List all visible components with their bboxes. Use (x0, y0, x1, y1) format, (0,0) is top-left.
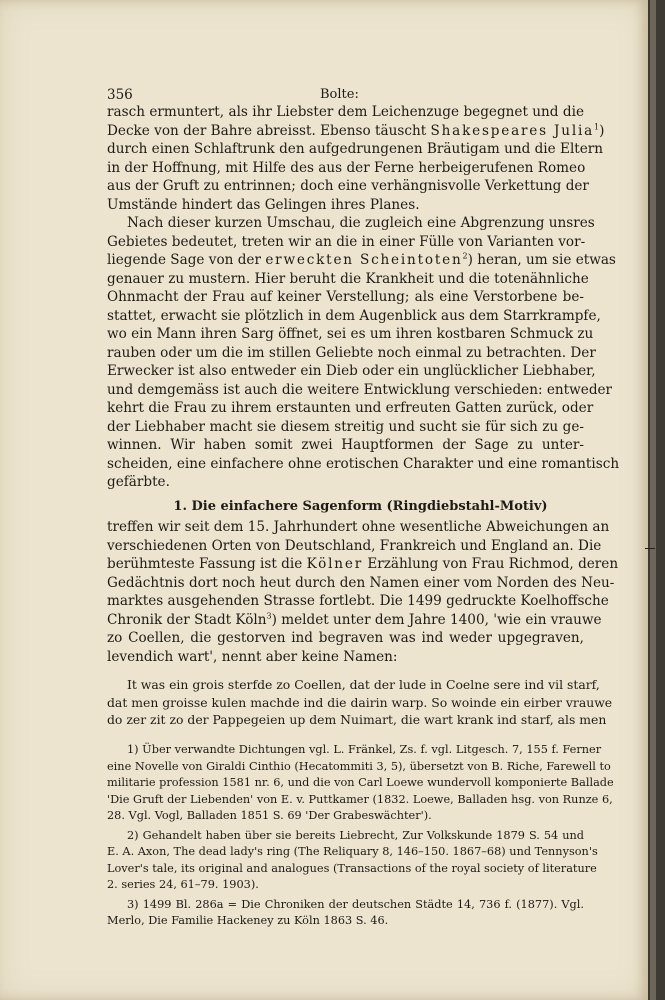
page-edge-strip (650, 0, 656, 1000)
chronicle-quote (107, 676, 613, 729)
footnote-line: 'Die Gruft der Liebenden' von E. v. Puttkamer (1832. Loewe, Balladen hsg. von Runze 6, (107, 792, 613, 806)
text-line: berühmteste Fassung ist die Kölner Erzählung von Frau Richmod, deren (107, 556, 619, 572)
quote-line: do zer zit zo der Pappegeien up dem Nuimart, die wart krank ind starf, als men (107, 712, 607, 727)
text-line: treffen wir seit dem 15. Jahrhundert ohne wesentliche Abweichungen an (107, 519, 610, 535)
footnote-line: 3) 1499 Bl. 286a = Die Chroniken der deutschen Städte 14, 736 f. (1877). Vgl. (127, 897, 584, 911)
footnote-line: 1) Über verwandte Dichtungen vgl. L. Fränkel, Zs. f. vgl. Litgesch. 7, 155 f. Ferner (127, 743, 602, 756)
section-heading: 1. Die einfachere Sagenform (Ringdiebstahl-Motiv) (173, 498, 548, 514)
footnote-line: eine Novelle von Giraldi Cinthio (Hecatommiti 3, 5), übersetzt von B. Riche, Farewell to (107, 759, 611, 773)
text-line: Umstände hindert das Gelingen ihres Planes. (107, 196, 420, 213)
footnote-line: 2) Gehandelt haben über sie bereits Liebrecht, Zur Volkskunde 1879 S. 54 und (127, 828, 584, 842)
spaced-text: erweckten Scheintoten (265, 252, 463, 268)
text-line: verschiedenen Orten von Deutschland, Frankreich und England an. Die (107, 537, 602, 554)
spaced-text: Shakespeares Julia (430, 122, 595, 139)
text-line: liegende Sage von der erweckten Scheintoten$^2$) heran, um sie etwas (107, 251, 616, 268)
text-line: zo Coellen, die gestorven ind begraven was ind weder upgegraven, (107, 630, 584, 646)
page-number: 356 (107, 87, 133, 103)
footnote-line: 28. Vgl. Vogl, Balladen 1851 S. 69 'Der Grabeswächter'). (107, 809, 432, 822)
text-line: Nach dieser kurzen Umschau, die zugleich eine Abgrenzung unsres (127, 215, 595, 231)
text-line: in der Hoffnung, mit Hilfe des aus der Ferne herbeigerufenen Romeo (107, 159, 586, 176)
quote-line: dat men groisse kulen machde ind die dairin warp. So woinde ein eirber vrauwe (107, 694, 613, 710)
text-line: kehrt die Frau zu ihrem erstaunten und erfreuten Gatten zurück, oder (107, 400, 594, 416)
text-line: genauer zu mustern. Hier beruht die Krankheit und die totenähnliche (107, 270, 589, 287)
text-line: durch einen Schlaftrunk den aufgedrungenen Bräutigam und die Eltern (107, 141, 604, 157)
text-line: Decke von der Bahre abreisst. Ebenso täuscht Shakespeares Julia$^1$) (107, 121, 605, 139)
text-line: Chronik der Stadt Köln$^3$) meldet unter dem Jahre 1400, 'wie ein vrauwe (107, 610, 602, 628)
text-line: Ohnmacht der Frau auf keiner Verstellung; als eine Verstorbene be- (107, 289, 584, 305)
main-text (107, 103, 620, 666)
text-line: wo ein Mann ihren Sarg öffnet, sei es um ihren kostbaren Schmuck zu (107, 326, 594, 342)
text-line: Gebietes bedeutet, treten wir an die in einer Fülle von Varianten vor- (107, 233, 586, 250)
text-line: marktes ausgehenden Strasse fortlebt. Die 1499 gedruckte Koelhoffsche (107, 593, 609, 609)
text-line: rasch ermuntert, als ihr Liebster dem Leichenzuge begegnet und die (107, 104, 584, 120)
text-line: der Liebhaber macht sie diesem streitig und sucht sie für sich zu ge- (107, 418, 584, 435)
footnote-line: 2. series 24, 61–79. 1903). (107, 878, 259, 891)
text-line: scheiden, eine einfachere ohne erotischen Charakter und eine romantisch (107, 455, 620, 472)
footnote-line: militarie profession 1581 nr. 6, und die von Carl Loewe wundervoll komponierte Ballade (107, 776, 614, 789)
footnote-line: Merlo, Die Familie Hackeney zu Köln 1863 S. 46. (107, 914, 389, 927)
running-header (107, 85, 584, 105)
quote-line: It was ein grois sterfde zo Coellen, dat der lude in Coelne sere ind vil starf, (127, 677, 600, 692)
footnote-ref: 3 (266, 610, 272, 620)
footnotes (107, 742, 614, 930)
fold-mark (645, 548, 655, 549)
running-title: Bolte: (320, 87, 359, 102)
spaced-text: Kölner (306, 556, 363, 572)
text-line: Erwecker ist also entweder ein Dieb oder ein unglücklicher Liebhaber, (107, 363, 596, 379)
footnote-line: E. A. Axon, The dead lady's ring (The Reliquary 8, 146–150. 1867–68) und Tennyson's (107, 845, 598, 858)
text-line: winnen. Wir haben somit zwei Hauptformen der Sage zu unter- (107, 437, 584, 453)
text-line: levendich wart', nennt aber keine Namen: (107, 648, 398, 665)
text-line: aus der Gruft zu entrinnen; doch eine verhängnisvolle Verkettung der (107, 178, 589, 194)
footnote-line: Lover's tale, its original and analogues (Transactions of the royal society of literature (107, 861, 597, 875)
text-line: stattet, erwacht sie plötzlich in dem Augenblick aus dem Starrkrampfe, (107, 307, 601, 324)
text-line: rauben oder um die im stillen Geliebte noch einmal zu betrachten. Der (107, 344, 596, 361)
text-line: gefärbte. (107, 474, 170, 490)
text-line: Gedächtnis dort noch heut durch den Namen einer vom Norden des Neu- (107, 574, 615, 591)
text-line: und demgemäss ist auch die weitere Entwicklung verschieden: entweder (107, 381, 613, 398)
footnote-ref: 1 (594, 121, 600, 131)
footnote-ref: 2 (462, 251, 468, 261)
